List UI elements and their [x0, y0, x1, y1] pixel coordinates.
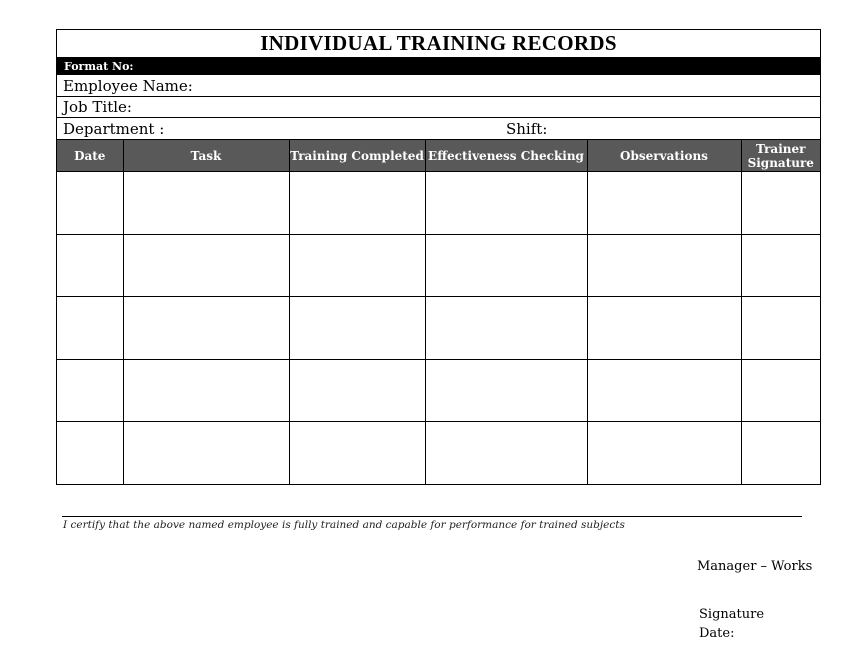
employee-name-row[interactable] — [57, 75, 820, 97]
cell-trainer-signature[interactable] — [741, 422, 820, 484]
header-training-completed: Training Completed — [289, 140, 425, 172]
cell-task[interactable] — [123, 422, 289, 484]
cell-training-completed[interactable] — [289, 172, 425, 235]
cell-effectiveness-checking[interactable] — [425, 422, 587, 484]
header-task: Task — [123, 140, 289, 172]
cell-trainer-signature[interactable] — [741, 297, 820, 360]
cell-effectiveness-checking[interactable] — [425, 172, 587, 235]
job-title-label: Job Title: — [63, 98, 132, 116]
cell-observations[interactable] — [587, 297, 741, 360]
table-header-row — [57, 140, 820, 172]
training-table — [57, 140, 820, 484]
table-row — [57, 359, 820, 422]
cell-training-completed[interactable] — [289, 234, 425, 297]
cell-date[interactable] — [57, 359, 123, 422]
header-observations: Observations — [587, 140, 741, 172]
cell-training-completed[interactable] — [289, 359, 425, 422]
form-title: INDIVIDUAL TRAINING RECORDS — [57, 30, 820, 58]
header-effectiveness-checking: Effectiveness Checking — [425, 140, 587, 172]
signature-label: Signature — [699, 607, 765, 622]
job-title-row[interactable] — [57, 97, 820, 118]
cell-date[interactable] — [57, 297, 123, 360]
table-row — [57, 422, 820, 484]
cell-training-completed[interactable] — [289, 422, 425, 484]
header-trainer-signature — [741, 140, 820, 172]
cell-task[interactable] — [123, 359, 289, 422]
manager-title: Manager – Works — [697, 559, 813, 574]
cell-task[interactable] — [123, 297, 289, 360]
cell-observations[interactable] — [587, 359, 741, 422]
training-record-form — [56, 29, 821, 485]
cell-task[interactable] — [123, 234, 289, 297]
header-date: Date — [57, 140, 123, 172]
table-row — [57, 234, 820, 297]
header-trainer-line1: Trainer — [756, 141, 806, 156]
format-no-label: Format No: — [64, 60, 134, 73]
shift-label: Shift: — [506, 120, 548, 138]
employee-name-label: Employee Name: — [63, 77, 193, 95]
department-row[interactable] — [57, 118, 820, 140]
format-no-bar — [57, 58, 820, 75]
cell-date[interactable] — [57, 172, 123, 235]
cell-observations[interactable] — [587, 172, 741, 235]
table-body — [57, 172, 820, 484]
cell-effectiveness-checking[interactable] — [425, 297, 587, 360]
table-row — [57, 172, 820, 235]
cell-date[interactable] — [57, 234, 123, 297]
table-row — [57, 297, 820, 360]
cell-training-completed[interactable] — [289, 297, 425, 360]
cell-task[interactable] — [123, 172, 289, 235]
cell-effectiveness-checking[interactable] — [425, 234, 587, 297]
cell-trainer-signature[interactable] — [741, 172, 820, 235]
cell-trainer-signature[interactable] — [741, 234, 820, 297]
department-label: Department : — [63, 120, 165, 138]
certification-divider — [62, 516, 802, 517]
header-trainer-line2: Signature — [747, 155, 814, 170]
cell-date[interactable] — [57, 422, 123, 484]
cell-observations[interactable] — [587, 422, 741, 484]
cell-observations[interactable] — [587, 234, 741, 297]
certification-statement: I certify that the above named employee is fully trained and capable for performance for trained subjects — [63, 519, 625, 531]
date-label: Date: — [699, 626, 735, 641]
cell-effectiveness-checking[interactable] — [425, 359, 587, 422]
cell-trainer-signature[interactable] — [741, 359, 820, 422]
